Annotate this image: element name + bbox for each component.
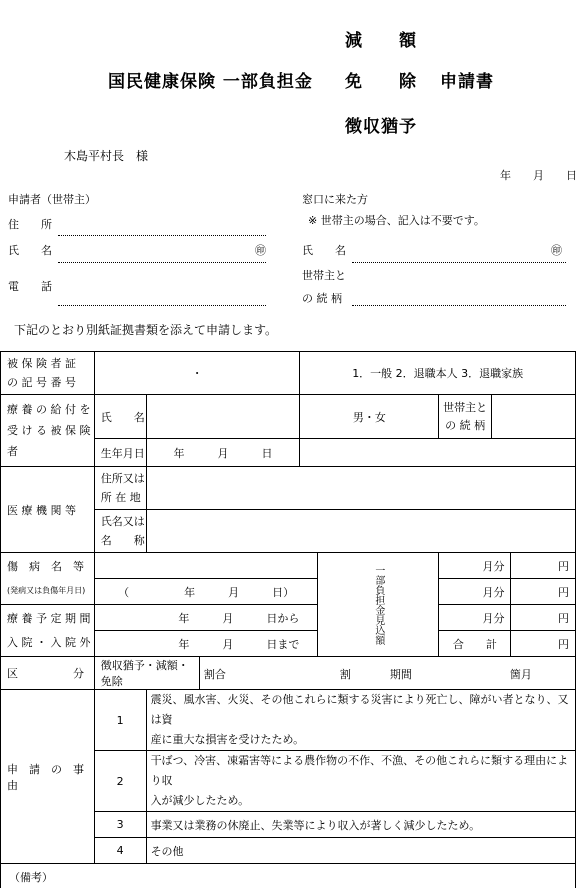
table-row bbox=[1, 352, 576, 395]
reason-text: その他 bbox=[146, 838, 575, 864]
visitor-relation-label: 世帯主と bbox=[302, 267, 346, 283]
ratio-label: 割合 bbox=[204, 666, 226, 682]
relation-label: 世帯主と bbox=[439, 399, 491, 417]
reason-text: 震災、風水害、火災、その他これらに類する災害により死亡し、障がい者となり、又は資 bbox=[151, 690, 575, 730]
seal-mark: ㊞ bbox=[255, 242, 266, 258]
addressee: 木島平村長 様 bbox=[64, 147, 148, 164]
ratio-unit: 割 bbox=[340, 666, 351, 682]
inst-address-label: 所 在 地 bbox=[101, 488, 146, 507]
option-exempt: 免 除 bbox=[345, 67, 417, 92]
reason-text: 干ばつ、冷害、凍霜害等による農作物の不作、不漁、その他これらに類する理由により収 bbox=[151, 751, 575, 791]
application-table bbox=[0, 351, 576, 888]
reason-text: 産に重大な損害を受けたため。 bbox=[151, 730, 575, 750]
application-date: 年 月 日 bbox=[500, 167, 577, 183]
period-label: 療 養 予 定 期 間 bbox=[7, 607, 94, 631]
illness-sub-label: (発病又は負傷年月日) bbox=[7, 579, 94, 603]
copay-total-label: 合 計 bbox=[439, 631, 511, 657]
table-row bbox=[1, 657, 576, 690]
applicant-phone-label: 電 話 bbox=[8, 278, 52, 294]
visitor-name-label: 氏 名 bbox=[302, 242, 346, 258]
kubun-label: 区 分 bbox=[1, 657, 95, 690]
applicant-phone-field[interactable] bbox=[58, 305, 266, 306]
applicant-heading: 申請者（世帯主） bbox=[8, 191, 96, 207]
dob-label: 生年月日 bbox=[94, 439, 146, 467]
option-reduce: 減 額 bbox=[345, 26, 417, 51]
period-label: 入 院 ・ 入 院 外 bbox=[7, 631, 94, 655]
remarks[interactable]: （備考） bbox=[1, 864, 576, 888]
kubun-choice[interactable]: 徴収猶予・減額・免除 bbox=[94, 657, 199, 690]
form-title: 国民健康保険 一部負担金 bbox=[108, 67, 313, 92]
applicant-address-field[interactable] bbox=[58, 235, 266, 236]
insured-card-label: の 記 号 番 号 bbox=[7, 373, 94, 392]
copay-month-1[interactable]: 月分 bbox=[439, 553, 511, 579]
applicant-address-label: 住 所 bbox=[8, 216, 52, 232]
copay-month-2[interactable]: 月分 bbox=[439, 579, 511, 605]
relation-field[interactable] bbox=[491, 395, 575, 439]
visitor-heading: 窓口に来た方 bbox=[302, 191, 368, 207]
separator-dot: ・ bbox=[192, 367, 203, 380]
illness-date[interactable]: （ 年 月 日） bbox=[94, 579, 318, 605]
insured-card-number-cell[interactable] bbox=[94, 352, 300, 395]
inst-name-field[interactable] bbox=[146, 510, 575, 553]
sex-choice[interactable]: 男・女 bbox=[300, 395, 439, 439]
copay-estimate-label: 一部負担金見込額 bbox=[371, 565, 386, 645]
illness-label: 傷 病 名 等 bbox=[7, 555, 94, 579]
duration-label: 期間 bbox=[390, 666, 412, 682]
reason-number[interactable]: 2 bbox=[94, 751, 146, 812]
institution-label: 医 療 機 関 等 bbox=[1, 467, 95, 553]
illness-field[interactable] bbox=[94, 553, 318, 579]
visitor-relation-field[interactable] bbox=[352, 305, 566, 306]
recipient-label: 療 養 の 給 付 を bbox=[7, 399, 94, 420]
inst-address-label: 住所又は bbox=[101, 469, 146, 488]
recipient-name-label: 氏 名 bbox=[94, 395, 146, 439]
insured-card-label: 被 保 険 者 証 bbox=[7, 354, 94, 373]
recipient-label: 受 け る 被 保 険 者 bbox=[7, 420, 94, 462]
inst-name-label: 名 称 bbox=[101, 531, 146, 550]
applicant-name-label: 氏 名 bbox=[8, 242, 52, 258]
option-defer: 徴収猶予 bbox=[345, 112, 417, 137]
inst-name-label: 氏名又は bbox=[101, 512, 146, 531]
visitor-name-field[interactable] bbox=[352, 262, 566, 263]
period-to[interactable]: 年 月 日まで bbox=[94, 631, 318, 657]
visitor-relation-label: の 続 柄 bbox=[302, 290, 342, 306]
table-row bbox=[1, 864, 576, 888]
reason-text: 事業又は業務の休廃止、失業等により収入が著しく減少したため。 bbox=[146, 812, 575, 838]
inst-address-field[interactable] bbox=[146, 467, 575, 510]
table-row bbox=[1, 467, 576, 510]
copay-total-amount[interactable]: 円 bbox=[511, 631, 576, 657]
intro-text: 下記のとおり別紙証拠書類を添えて申請します。 bbox=[14, 321, 277, 338]
reason-number[interactable]: 1 bbox=[94, 690, 146, 751]
table-row bbox=[1, 553, 576, 579]
reason-number[interactable]: 4 bbox=[94, 838, 146, 864]
table-row bbox=[1, 395, 576, 439]
copay-month-3[interactable]: 月分 bbox=[439, 605, 511, 631]
seal-mark: ㊞ bbox=[551, 242, 562, 258]
form-title-suffix: 申請書 bbox=[440, 67, 494, 92]
reason-text: 入が減少したため。 bbox=[151, 791, 575, 811]
relation-label: の 続 柄 bbox=[439, 417, 491, 435]
reason-number[interactable]: 3 bbox=[94, 812, 146, 838]
dob-value[interactable]: 年 月 日 bbox=[146, 439, 300, 467]
copay-amount-1[interactable]: 円 bbox=[511, 553, 576, 579]
table-row bbox=[1, 690, 576, 751]
copay-amount-3[interactable]: 円 bbox=[511, 605, 576, 631]
reason-label: 申 請 の 事 由 bbox=[1, 690, 95, 864]
copay-amount-2[interactable]: 円 bbox=[511, 579, 576, 605]
visitor-note: ※ 世帯主の場合、記入は不要です。 bbox=[308, 212, 485, 228]
category-options[interactable]: 1．一般 2．退職本人 3．退職家族 bbox=[300, 352, 576, 395]
table-row bbox=[1, 605, 576, 631]
period-from[interactable]: 年 月 日から bbox=[94, 605, 318, 631]
recipient-name-field[interactable] bbox=[146, 395, 300, 439]
applicant-name-field[interactable] bbox=[58, 262, 266, 263]
duration-unit: 箇月 bbox=[510, 666, 532, 682]
